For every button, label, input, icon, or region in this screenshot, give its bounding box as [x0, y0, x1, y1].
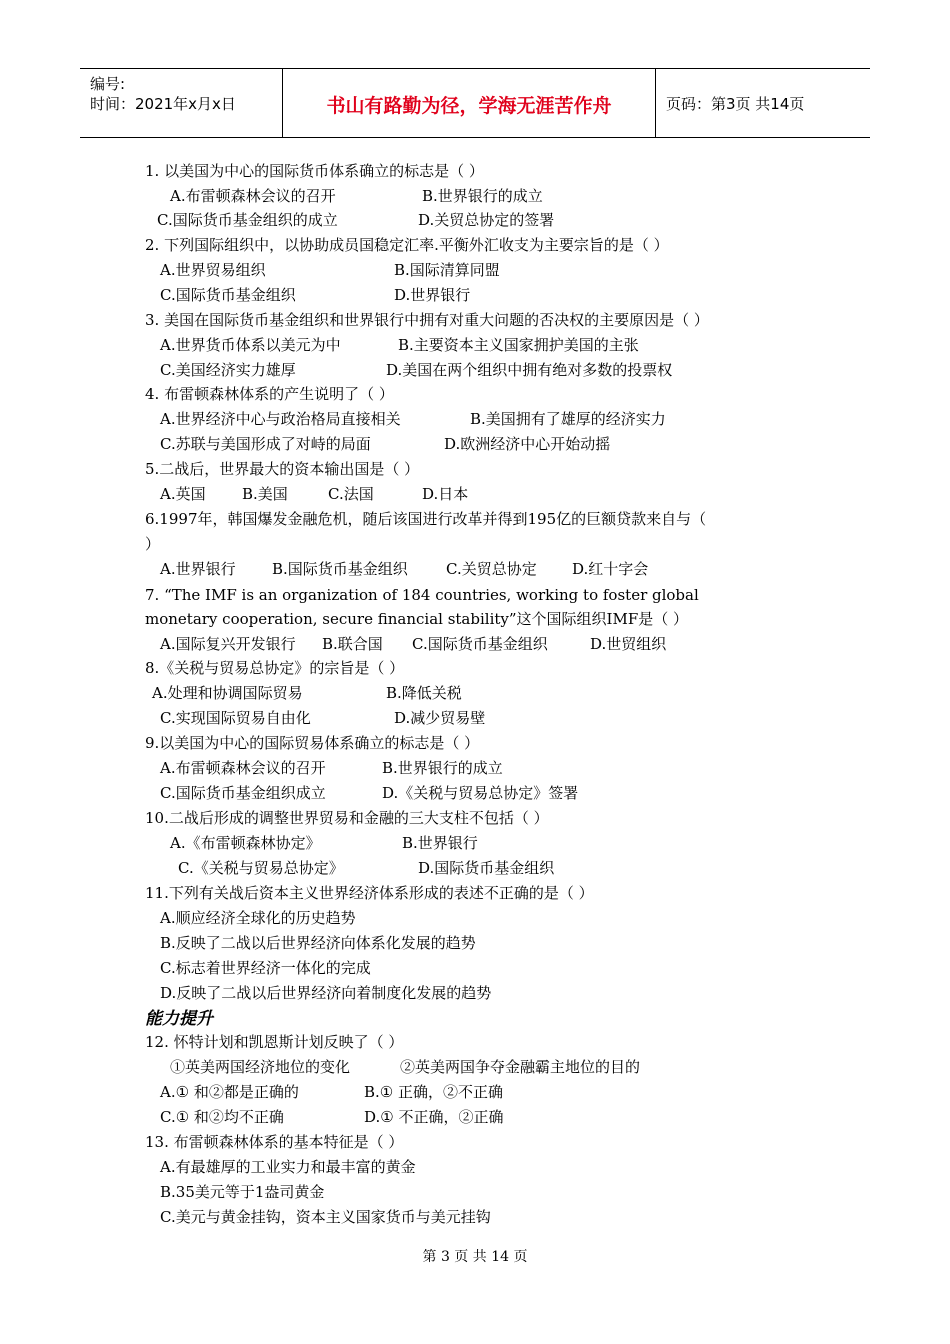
text-line: C.美国经济实力雄厚 [160, 361, 296, 379]
section-title: 能力提升 [145, 1009, 213, 1029]
text-line: B.世界银行的成立 [382, 759, 503, 777]
text-line: B.美国拥有了雄厚的经济实力 [470, 410, 666, 428]
header-meta-cell [80, 69, 283, 137]
text-line: D.红十字会 [572, 560, 649, 578]
text-line: 5.二战后，世界最大的资本输出国是（ ） [145, 460, 420, 478]
text-line: C.① 和②均不正确 [160, 1108, 284, 1126]
text-line: B.反映了二战以后世界经济向体系化发展的趋势 [160, 934, 476, 952]
text-line: A.世界经济中心与政治格局直接相关 [160, 410, 401, 428]
text-line: B.世界银行的成立 [422, 187, 543, 205]
text-line: B.世界银行 [402, 834, 478, 852]
text-line: A.有最雄厚的工业实力和最丰富的黄金 [160, 1158, 416, 1176]
text-line: C.苏联与美国形成了对峙的局面 [160, 435, 371, 453]
text-line: A.① 和②都是正确的 [160, 1083, 299, 1101]
text-line: B.主要资本主义国家拥护美国的主张 [398, 336, 639, 354]
time-label: 时间：2021年x月x日 [90, 95, 236, 113]
text-line: monetary cooperation, secure financial stability”这个国际组织IMF是（ ） [145, 610, 689, 628]
text-line: 10.二战后形成的调整世界贸易和金融的三大支柱不包括（ ） [145, 809, 549, 827]
text-line: A.布雷顿森林会议的召开 [160, 759, 326, 777]
text-line: D.① 不正确，②正确 [364, 1108, 504, 1126]
text-line: C.《关税与贸易总协定》 [178, 859, 344, 877]
text-line: 9.以美国为中心的国际贸易体系确立的标志是（ ） [145, 734, 480, 752]
text-line: 1. 以美国为中心的国际货币体系确立的标志是（ ） [145, 162, 484, 180]
header-motto-cell [283, 69, 656, 137]
text-line: A.世界贸易组织 [160, 261, 266, 279]
text-line: A.国际复兴开发银行 [160, 635, 296, 653]
page-header [80, 68, 870, 138]
text-line: B.国际货币基金组织 [272, 560, 408, 578]
text-line: A.英国 [160, 485, 206, 503]
text-line: 13. 布雷顿森林体系的基本特征是（ ） [145, 1133, 404, 1151]
text-line: B.降低关税 [386, 684, 462, 702]
text-line: 4. 布雷顿森林体系的产生说明了（ ） [145, 385, 394, 403]
text-line: C.国际货币基金组织的成立 [157, 211, 338, 229]
text-line: C.实现国际贸易自由化 [160, 709, 311, 727]
text-line: C.国际货币基金组织成立 [160, 784, 326, 802]
text-line: 7. “The IMF is an organization of 184 countries, working to foster global [145, 586, 699, 604]
text-line: 3. 美国在国际货币基金组织和世界银行中拥有对重大问题的否决权的主要原因是（ ） [145, 311, 709, 329]
text-line: 2. 下列国际组织中，以协助成员国稳定汇率.平衡外汇收支为主要宗旨的是（ ） [145, 236, 669, 254]
text-line: B.美国 [242, 485, 288, 503]
text-line: D.减少贸易壁 [394, 709, 486, 727]
text-line: A.处理和协调国际贸易 [152, 684, 303, 702]
text-line: 11.下列有关战后资本主义世界经济体系形成的表述不正确的是（ ） [145, 884, 594, 902]
text-line: 8.《关税与贸易总协定》的宗旨是（ ） [145, 659, 405, 677]
text-line: D.世贸组织 [590, 635, 667, 653]
text-line: C.美元与黄金挂钩，资本主义国家货币与美元挂钩 [160, 1208, 491, 1226]
text-line: A.《布雷顿森林协定》 [170, 834, 321, 852]
text-line: D.关贸总协定的签署 [418, 211, 555, 229]
text-line: C.标志着世界经济一体化的完成 [160, 959, 371, 977]
text-line: A.世界银行 [160, 560, 236, 578]
text-line: A.布雷顿森林会议的召开 [170, 187, 336, 205]
text-line: D.世界银行 [394, 286, 471, 304]
text-line: B.国际清算同盟 [394, 261, 500, 279]
code-label: 编号: [90, 75, 126, 93]
text-line: C.法国 [328, 485, 374, 503]
text-line: D.美国在两个组织中拥有绝对多数的投票权 [386, 361, 673, 379]
text-line: 12. 怀特计划和凯恩斯计划反映了（ ） [145, 1033, 404, 1051]
text-line: ②英美两国争夺金融霸主地位的目的 [400, 1058, 641, 1076]
text-line: ①英美两国经济地位的变化 [170, 1058, 351, 1076]
header-page-cell [656, 69, 870, 137]
text-line: 6.1997年，韩国爆发金融危机，随后该国进行改革并得到195亿的巨额贷款来自与（ [145, 510, 707, 528]
text-line: A.顺应经济全球化的历史趋势 [160, 909, 356, 927]
text-line: B.联合国 [322, 635, 383, 653]
text-line: D.国际货币基金组织 [418, 859, 555, 877]
text-line: ） [145, 535, 161, 553]
text-line: B.① 正确，②不正确 [364, 1083, 504, 1101]
text-line: C.国际货币基金组织 [160, 286, 296, 304]
text-line: C.关贸总协定 [446, 560, 537, 578]
page-label: 页码：第3页 共14页 [666, 95, 805, 113]
text-line: A.世界货币体系以美元为中 [160, 336, 341, 354]
text-line: D.日本 [422, 485, 469, 503]
text-line: B.35美元等于1盎司黄金 [160, 1183, 325, 1201]
text-line: D.欧洲经济中心开始动摇 [444, 435, 611, 453]
page-footer: 第 3 页 共 14 页 [422, 1249, 528, 1265]
text-line: D.反映了二战以后世界经济向着制度化发展的趋势 [160, 984, 492, 1002]
motto: 书山有路勤为径，学海无涯苦作舟 [326, 95, 612, 117]
text-line: C.国际货币基金组织 [412, 635, 548, 653]
text-line: D.《关税与贸易总协定》签署 [382, 784, 579, 802]
